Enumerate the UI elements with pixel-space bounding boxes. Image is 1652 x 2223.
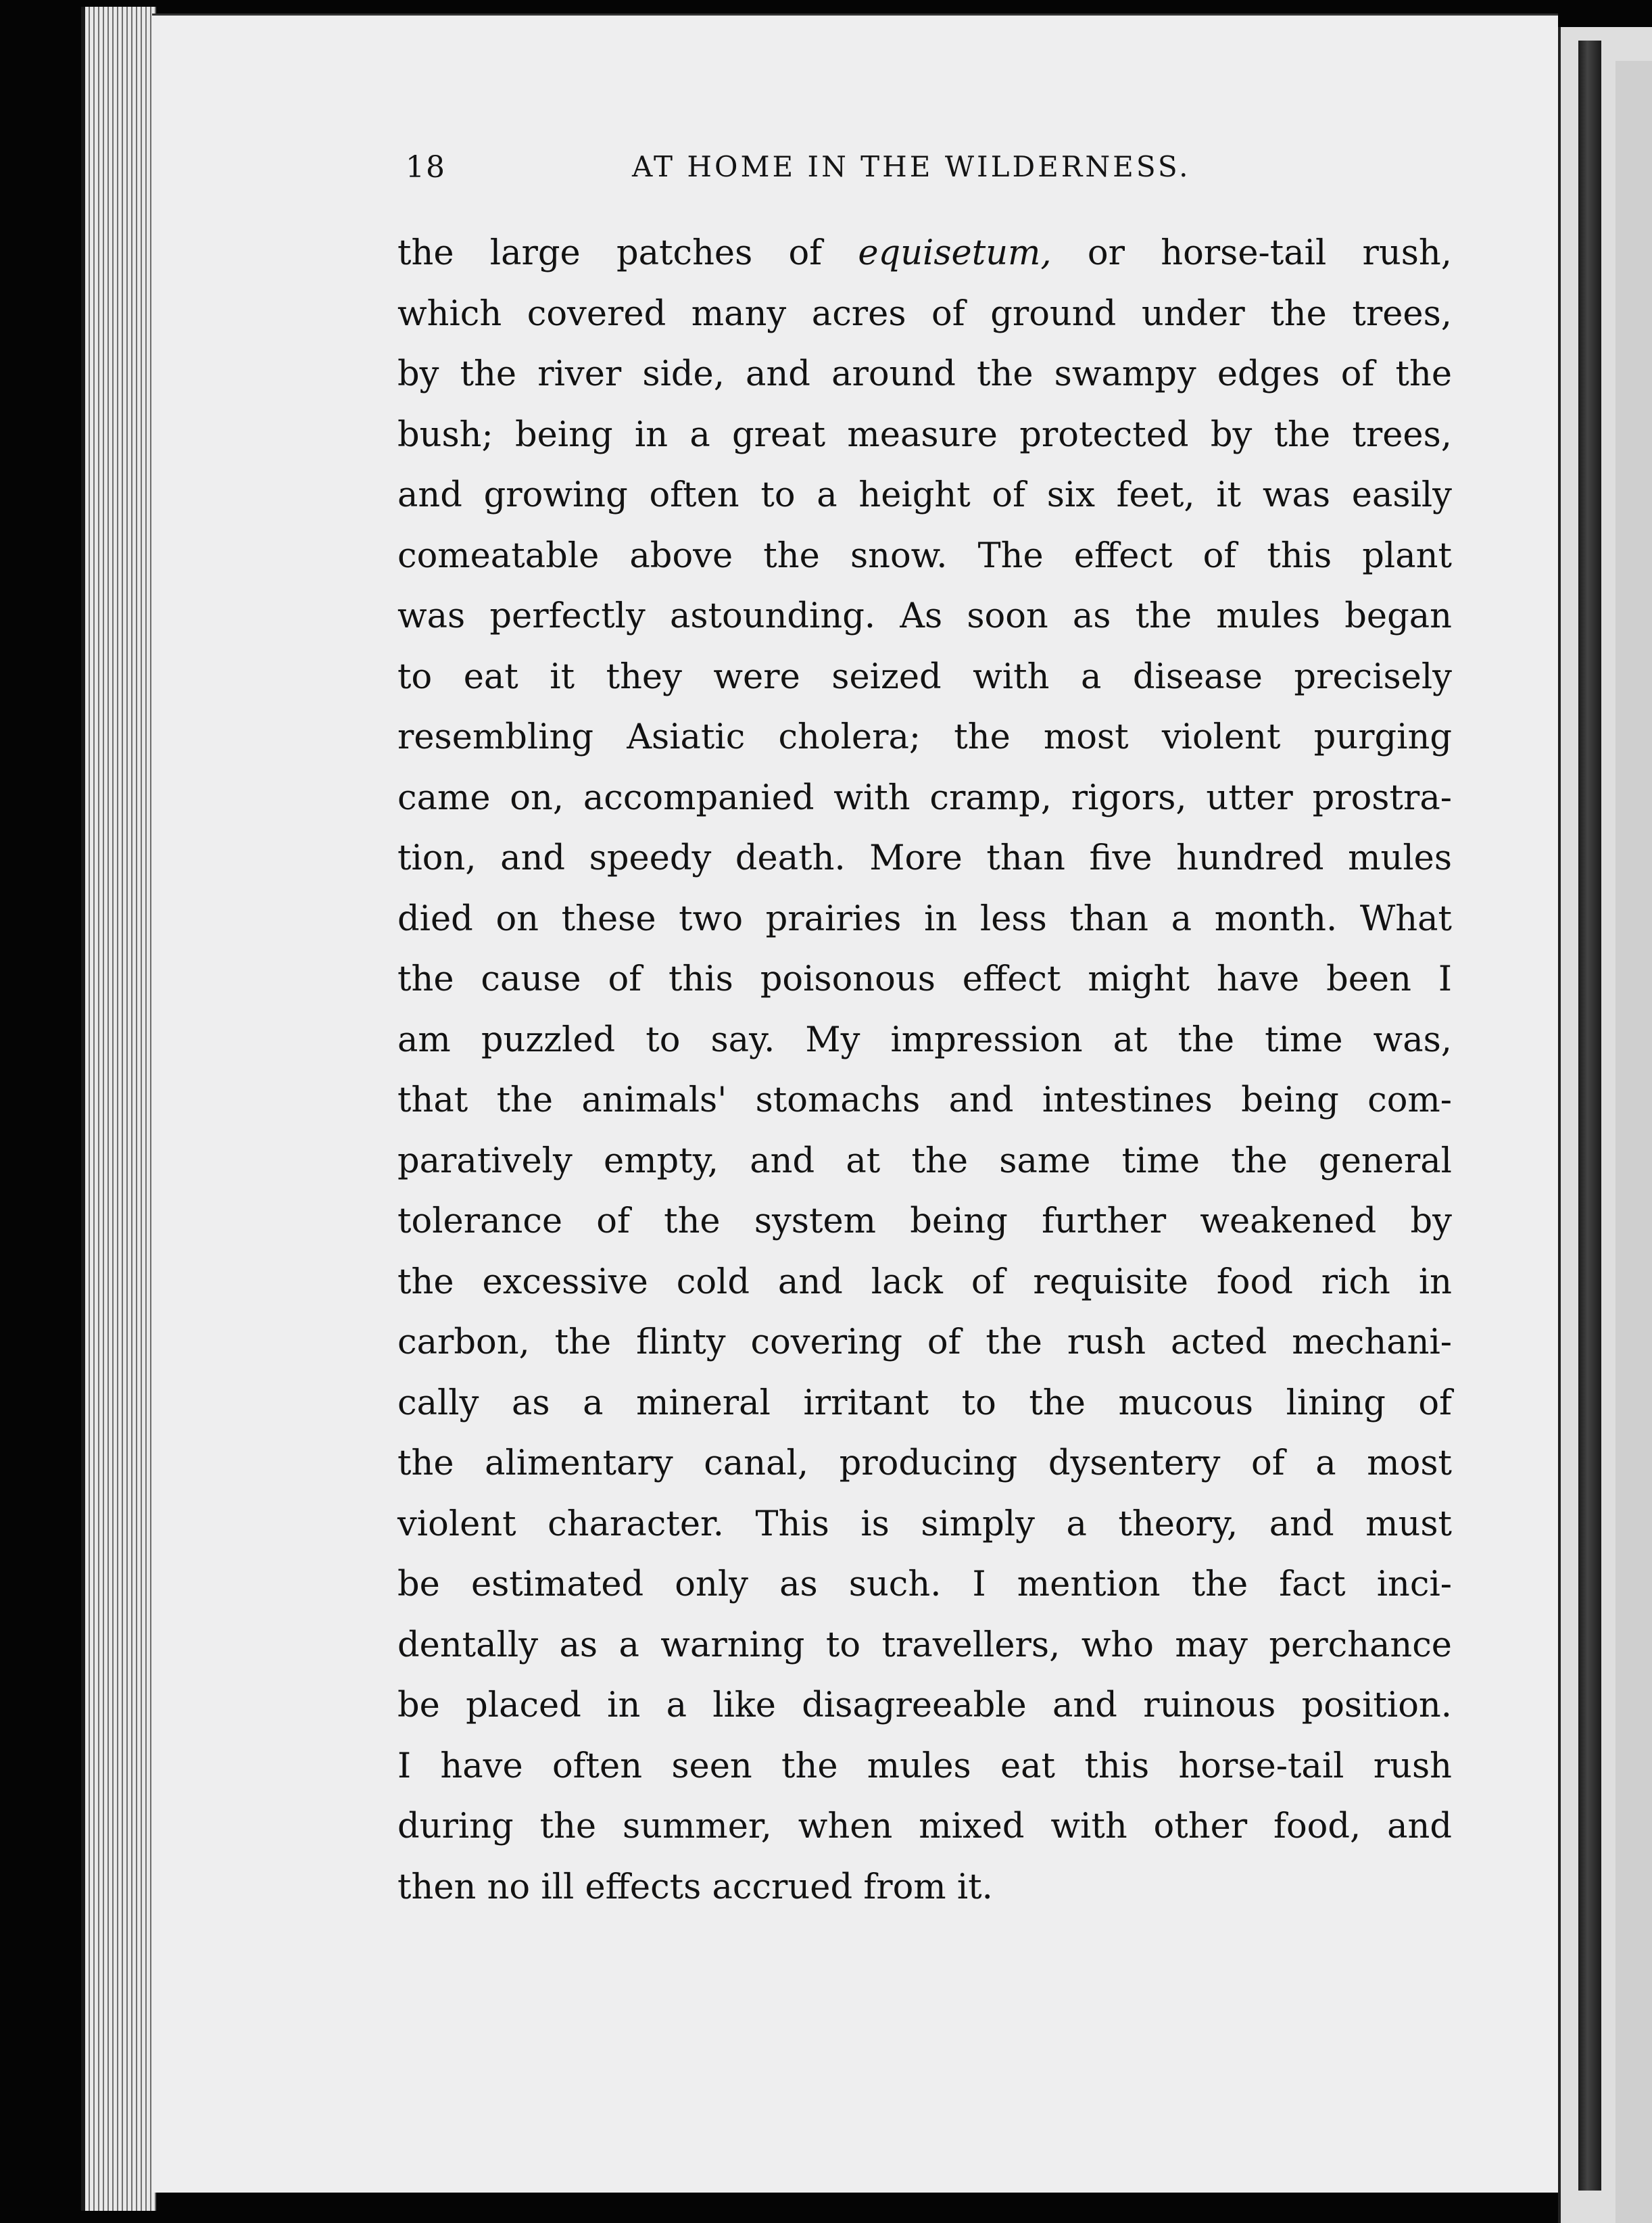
facing-page-strip	[1615, 61, 1652, 2223]
text-line-13: the cause of this poisonous effect might have been I	[397, 959, 1452, 999]
text-line-17: tolerance of the system being further weakened by	[397, 1201, 1452, 1241]
text-line-16: paratively empty, and at the same time the general	[397, 1141, 1452, 1181]
text-line-22: violent character. This is simply a theory, and must	[397, 1504, 1452, 1544]
text-line-5: and growing often to a height of six feet, it was easily	[397, 475, 1452, 515]
page-number: 18	[406, 150, 446, 185]
text-line-11: tion, and speedy death. More than five hundred mules	[397, 838, 1452, 878]
text-line-15: that the animals' stomachs and intestines being com-	[397, 1080, 1452, 1120]
text-line-4: bush; being in a great measure protected by the trees,	[397, 414, 1452, 455]
book-page-edges-left	[81, 7, 156, 2211]
running-head: AT HOME IN THE WILDERNESS.	[632, 150, 1191, 183]
text-line-27: during the summer, when mixed with other food, and	[397, 1807, 1452, 1846]
text-line-9: resembling Asiatic cholera; the most violent purging	[397, 717, 1452, 757]
text-line-24: dentally as a warning to travellers, who may perchance	[397, 1625, 1452, 1665]
text-line-10: came on, accompanied with cramp, rigors, utter prostra-	[397, 778, 1452, 818]
text-line-1: the large patches of equisetum, or horse-tail rush,	[397, 233, 1452, 273]
italic-term: equisetum,	[858, 233, 1052, 273]
text-line-23: be estimated only as such. I mention the fact inci-	[397, 1564, 1452, 1604]
body-text	[397, 223, 1452, 1917]
text-line-28: then no ill effects accrued from it.	[397, 1867, 993, 1907]
text-line-6: comeatable above the snow. The effect of this plant	[397, 535, 1452, 576]
text-line-2: which covered many acres of ground under the trees,	[397, 293, 1452, 334]
text-line-7: was perfectly astounding. As soon as the mules began	[397, 596, 1452, 636]
text-line-26: I have often seen the mules eat this horse-tail rush	[397, 1746, 1452, 1786]
text-line-21: the alimentary canal, producing dysentery of a most	[397, 1443, 1452, 1483]
text-line-25: be placed in a like disagreeable and ruinous position.	[397, 1686, 1452, 1725]
text-line-20: cally as a mineral irritant to the mucous lining of	[397, 1383, 1452, 1423]
text-line-18: the excessive cold and lack of requisite food rich in	[397, 1262, 1452, 1302]
text-line-8: to eat it they were seized with a disease precisely	[397, 656, 1452, 697]
text-line-14: am puzzled to say. My impression at the time was,	[397, 1020, 1452, 1060]
book-gutter-shadow	[1578, 41, 1601, 2191]
text-line-3: by the river side, and around the swampy edges of the	[397, 354, 1452, 394]
text-line-19: carbon, the flinty covering of the rush acted mechani-	[397, 1322, 1452, 1362]
text-line-12: died on these two prairies in less than a month. What	[397, 899, 1452, 939]
page-header	[406, 150, 1636, 191]
